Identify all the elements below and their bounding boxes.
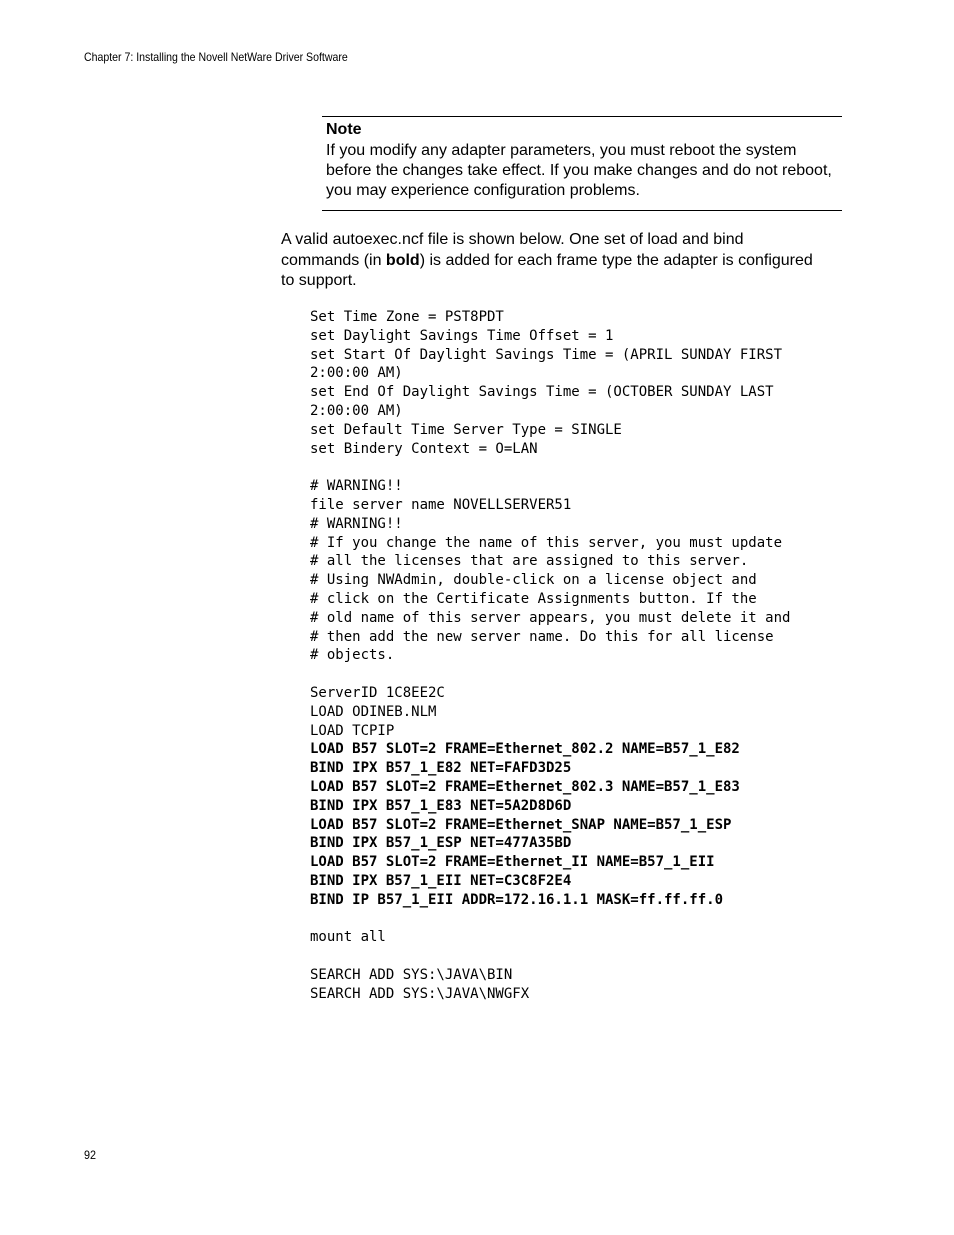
code-line: LOAD B57 SLOT=2 FRAME=Ethernet_802.2 NAME=B57_1_E82 [310,741,740,758]
code-line: mount all [310,929,386,946]
code-line: # all the licenses that are assigned to this server. [310,553,749,570]
code-line: 2:00:00 AM) [310,365,403,382]
code-line: set Daylight Savings Time Offset = 1 [310,327,614,344]
intro-bold-word: bold [385,251,420,269]
code-line: BIND IPX B57_1_ESP NET=477A35BD [310,835,572,852]
code-line: # WARNING!! [310,515,403,532]
code-line: # Using NWAdmin, double-click on a license object and [310,572,757,589]
code-line: ServerID 1C8EE2C [310,684,445,701]
code-line: # click on the Certificate Assignments button. If the [310,590,757,607]
code-line: set End Of Daylight Savings Time = (OCTOBER SUNDAY LAST [310,384,774,401]
code-line: # then add the new server name. Do this for all license [310,628,774,645]
note-box [322,116,842,211]
code-line: set Start Of Daylight Savings Time = (APRIL SUNDAY FIRST [310,346,783,363]
code-blank-line [310,910,850,929]
code-line: 2:00:00 AM) [310,402,403,419]
note-line: reboot, you may experience configuration problems. [326,162,832,199]
code-line: BIND IP B57_1_EII ADDR=172.16.1.1 MASK=ff.ff.ff.0 [310,891,724,908]
code-line: LOAD ODINEB.NLM [310,703,437,720]
intro-text-end: ) is added for each frame type the adapter is configured to support. [281,251,813,289]
code-line: LOAD TCPIP [310,722,395,739]
code-line: # old name of this server appears, you must delete it and [310,609,791,626]
intro-paragraph [281,230,821,292]
code-blank-line [310,665,850,684]
note-line: If you modify any adapter parameters, you must reboot the system [326,142,797,159]
code-line: SEARCH ADD SYS:\JAVA\NWGFX [310,985,530,1002]
code-line: BIND IPX B57_1_E83 NET=5A2D8D6D [310,797,572,814]
code-line: # WARNING!! [310,478,403,495]
code-listing [310,308,850,1003]
code-line: # If you change the name of this server, you must update [310,534,783,551]
code-line: BIND IPX B57_1_EII NET=C3C8F2E4 [310,872,572,889]
code-line: file server name NOVELLSERVER51 [310,496,572,513]
note-line: before the changes take effect. If you make changes and do not [326,162,778,179]
code-line: LOAD B57 SLOT=2 FRAME=Ethernet_II NAME=B57_1_EII [310,854,715,871]
code-line: SEARCH ADD SYS:\JAVA\BIN [310,966,513,983]
note-title: Note [326,121,362,138]
running-head: Chapter 7: Installing the Novell NetWare Driver Software [84,50,348,64]
code-line: set Bindery Context = O=LAN [310,440,538,457]
intro-text-start: A valid autoexec.ncf file is shown below. One set of load and bind commands (in [281,231,744,269]
code-line: BIND IPX B57_1_E82 NET=FAFD3D25 [310,760,572,777]
note-text [326,141,836,201]
code-line: # objects. [310,647,395,664]
page-number: 92 [84,1148,97,1162]
code-blank-line [310,947,850,966]
code-line: Set Time Zone = PST8PDT [310,309,504,325]
code-line: LOAD B57 SLOT=2 FRAME=Ethernet_SNAP NAME=B57_1_ESP [310,816,732,833]
code-line: LOAD B57 SLOT=2 FRAME=Ethernet_802.3 NAME=B57_1_E83 [310,778,740,795]
code-blank-line [310,458,850,477]
code-line: set Default Time Server Type = SINGLE [310,421,622,438]
